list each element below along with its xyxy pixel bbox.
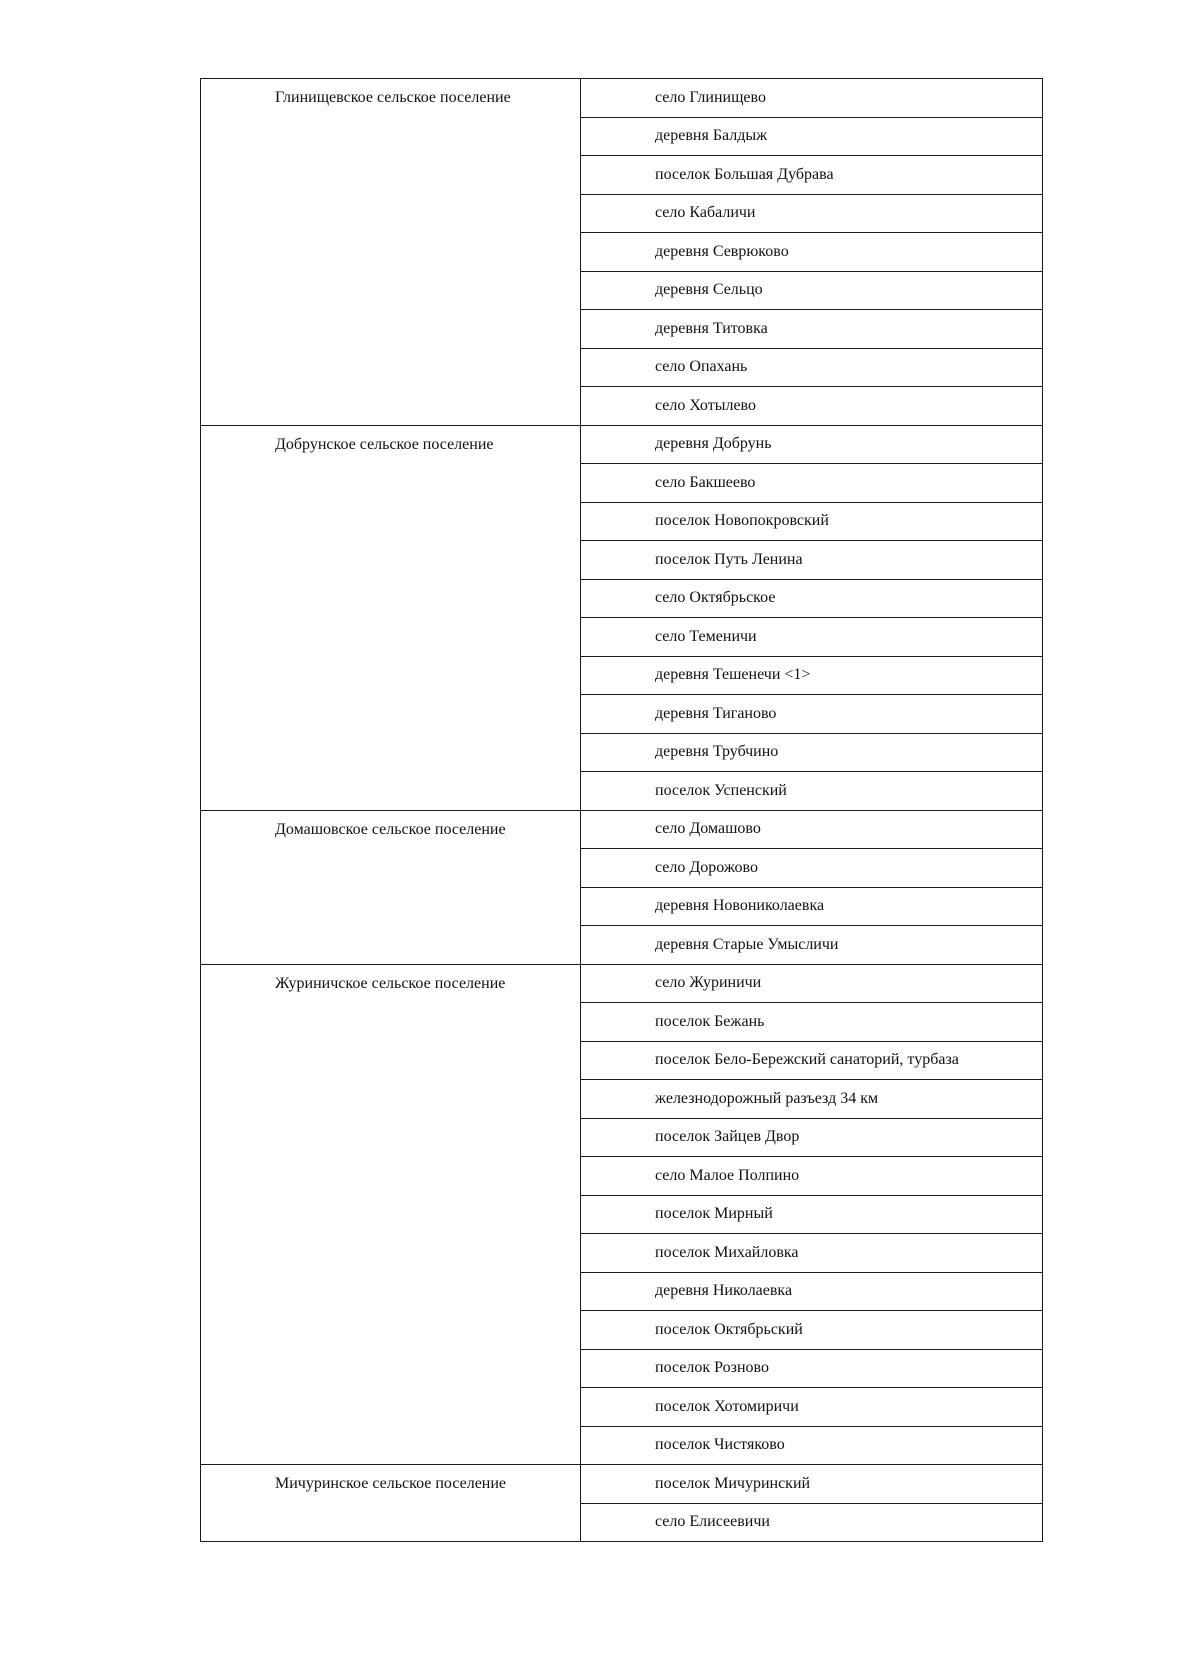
locality-cell: поселок Розново bbox=[581, 1349, 1043, 1388]
locality-cell: деревня Сельцо bbox=[581, 271, 1043, 310]
locality-cell: поселок Чистяково bbox=[581, 1426, 1043, 1465]
settlement-name-cell: Добрунское сельское поселение bbox=[201, 425, 581, 810]
settlement-name-cell: Глинищевское сельское поселение bbox=[201, 79, 581, 426]
table-row bbox=[201, 79, 1043, 118]
locality-cell: поселок Мирный bbox=[581, 1195, 1043, 1234]
locality-cell: поселок Бежань bbox=[581, 1003, 1043, 1042]
locality-cell: поселок Бело-Бережский санаторий, турбаза bbox=[581, 1041, 1043, 1080]
locality-cell: железнодорожный разъезд 34 км bbox=[581, 1080, 1043, 1119]
locality-cell: село Теменичи bbox=[581, 618, 1043, 657]
locality-cell: деревня Тиганово bbox=[581, 695, 1043, 734]
locality-cell: деревня Трубчино bbox=[581, 733, 1043, 772]
locality-cell: поселок Успенский bbox=[581, 772, 1043, 811]
settlements-table bbox=[200, 78, 1043, 1542]
settlement-name-cell: Мичуринское сельское поселение bbox=[201, 1465, 581, 1542]
locality-cell: деревня Балдыж bbox=[581, 117, 1043, 156]
locality-cell: поселок Мичуринский bbox=[581, 1465, 1043, 1504]
locality-cell: село Глинищево bbox=[581, 79, 1043, 118]
locality-cell: деревня Тешенечи <1> bbox=[581, 656, 1043, 695]
locality-cell: поселок Зайцев Двор bbox=[581, 1118, 1043, 1157]
locality-cell: деревня Добрунь bbox=[581, 425, 1043, 464]
table-row bbox=[201, 810, 1043, 849]
locality-cell: село Дорожово bbox=[581, 849, 1043, 888]
locality-cell: село Бакшеево bbox=[581, 464, 1043, 503]
table-row bbox=[201, 1465, 1043, 1504]
locality-cell: село Журиничи bbox=[581, 964, 1043, 1003]
locality-cell: село Домашово bbox=[581, 810, 1043, 849]
settlements-table-body bbox=[201, 79, 1043, 1542]
locality-cell: поселок Путь Ленина bbox=[581, 541, 1043, 580]
locality-cell: село Кабаличи bbox=[581, 194, 1043, 233]
settlement-name-cell: Домашовское сельское поселение bbox=[201, 810, 581, 964]
table-row bbox=[201, 425, 1043, 464]
table-row bbox=[201, 964, 1043, 1003]
locality-cell: село Малое Полпино bbox=[581, 1157, 1043, 1196]
locality-cell: деревня Севрюково bbox=[581, 233, 1043, 272]
settlement-name-cell: Журиничское сельское поселение bbox=[201, 964, 581, 1465]
locality-cell: поселок Новопокровский bbox=[581, 502, 1043, 541]
locality-cell: село Опахань bbox=[581, 348, 1043, 387]
locality-cell: поселок Хотомиричи bbox=[581, 1388, 1043, 1427]
locality-cell: поселок Большая Дубрава bbox=[581, 156, 1043, 195]
locality-cell: деревня Титовка bbox=[581, 310, 1043, 349]
locality-cell: деревня Николаевка bbox=[581, 1272, 1043, 1311]
locality-cell: село Октябрьское bbox=[581, 579, 1043, 618]
locality-cell: село Хотылево bbox=[581, 387, 1043, 426]
locality-cell: поселок Михайловка bbox=[581, 1234, 1043, 1273]
locality-cell: деревня Старые Умысличи bbox=[581, 926, 1043, 965]
locality-cell: поселок Октябрьский bbox=[581, 1311, 1043, 1350]
locality-cell: село Елисеевичи bbox=[581, 1503, 1043, 1542]
locality-cell: деревня Новониколаевка bbox=[581, 887, 1043, 926]
